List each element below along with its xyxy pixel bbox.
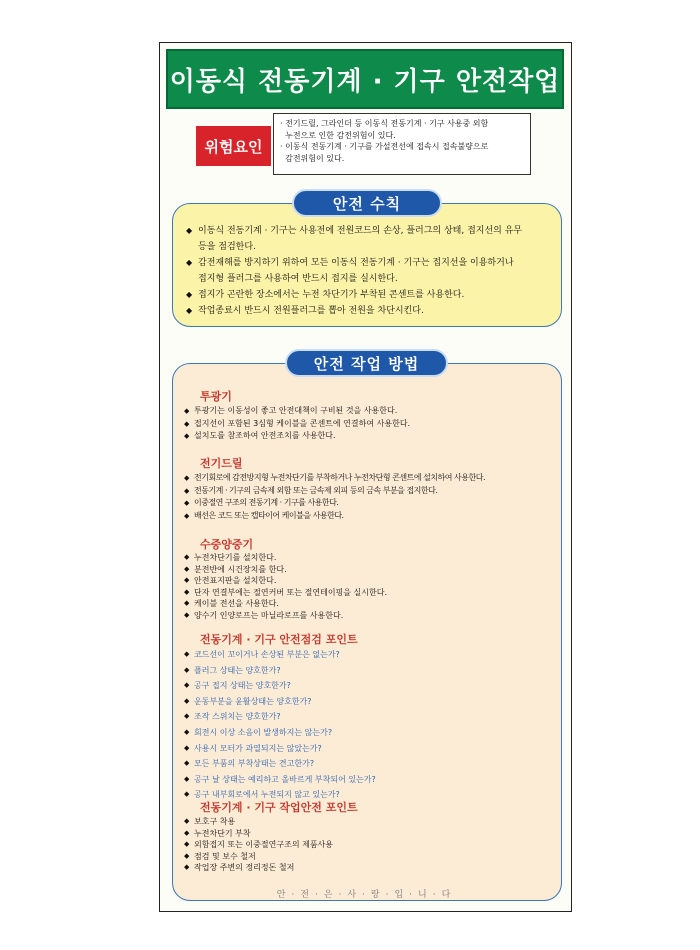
list-item: ◆ 안전표지판을 설치한다. [184, 576, 277, 585]
diamond-bullet-icon: ◆ [184, 759, 190, 768]
list-item: ◆ 케이블 전선을 사용한다. [184, 599, 279, 608]
diamond-bullet-icon: ◆ [184, 419, 190, 428]
list-item: 접지형 플러그를 사용하여 반드시 접지를 실시한다. [198, 274, 398, 284]
inspection-checklist [184, 647, 556, 803]
diamond-bullet-icon: ◆ [184, 486, 189, 495]
list-item: ◆ 전동기계 · 기구의 금속제 외함 또는 금속제 외피 등의 금속 부분을 접지한다. [184, 485, 564, 498]
list-item: ◆ 외함접지 또는 이중절연구조의 제품사용 [184, 840, 334, 849]
list-item: ◆ 분전반에 시건장치를 한다. [184, 564, 287, 574]
drill-list [184, 472, 564, 522]
diamond-bullet-icon: ◆ [184, 587, 190, 596]
list-item: ◆ 투광기는 이동성이 좋고 안전대책이 구비된 것을 사용한다. [184, 405, 556, 418]
list-item: 등을 점검한다. [198, 242, 256, 252]
safety-rules-title: 안전 수칙 [292, 189, 442, 217]
pump-list [184, 552, 556, 621]
diamond-bullet-icon: ◆ [184, 610, 190, 619]
list-item: ◆ 접지선이 포함된 3심형 케이블을 콘센트에 연결하여 사용한다. [184, 418, 556, 431]
list-item: ◆ 단자 연결부에는 절연커버 또는 절연테이핑을 실시한다. [184, 587, 387, 597]
list-item: ◆ 조작 스위치는 양호한가? [184, 709, 556, 725]
diamond-bullet-icon: ◆ [184, 407, 190, 415]
section-heading-floodlight: 투광기 [200, 390, 232, 403]
list-item: ◆ 점검 및 보수 철저 [184, 851, 256, 861]
diamond-bullet-icon: ◆ [184, 432, 190, 440]
diamond-bullet-icon: ◆ [184, 743, 190, 752]
diamond-bullet-icon: ◆ [184, 727, 190, 736]
list-item: ◆ 회전시 이상 소음이 발생하지는 않는가? [184, 725, 556, 741]
list-item: ◆ 사용시 모터가 과열되지는 않았는가? [184, 741, 556, 757]
diamond-bullet-icon: ◆ [184, 696, 190, 705]
diamond-bullet-icon: ◆ [186, 290, 193, 299]
list-item: ◆ 이동식 전동기계 · 기구는 사용전에 전원코드의 손상, 플러그의 상태, 접지선의 유무 [186, 223, 556, 239]
hazard-line: 감전위험이 있다. [280, 153, 345, 163]
diamond-bullet-icon: ◆ [184, 840, 190, 848]
diamond-bullet-icon: ◆ [184, 564, 190, 573]
diamond-bullet-icon: ◆ [184, 474, 189, 482]
section-heading-pump: 수중양중기 [200, 538, 254, 551]
section-heading-inspection: 전동기계 · 기구 안전점검 포인트 [200, 633, 358, 646]
list-item: ◆ 누전차단기를 설치한다. [184, 553, 277, 562]
list-item: ◆ 공구 날 상태는 예리하고 올바르게 부착되어 있는가? [184, 772, 556, 788]
diamond-bullet-icon: ◆ [184, 863, 190, 871]
diamond-bullet-icon: ◆ [184, 599, 190, 607]
section-heading-drill: 전기드릴 [200, 457, 243, 470]
diamond-bullet-icon: ◆ [184, 665, 190, 674]
poster-title: 이동식 전동기계 · 기구 안전작업 [166, 49, 564, 109]
diamond-bullet-icon: ◆ [184, 681, 190, 690]
list-item: ◆ 보호구 착용 [184, 817, 236, 826]
diamond-bullet-icon: ◆ [184, 851, 190, 860]
diamond-bullet-icon: ◆ [184, 553, 190, 561]
list-item: ◆ 운동부분을 윤활상태는 양호한가? [184, 694, 556, 710]
list-item: ◆ 작업종료시 반드시 전원플러그를 뽑아 전원을 차단시킨다. [186, 303, 556, 319]
list-item: ◆ 공구 내부회로에서 누전되지 않고 있는가? [184, 787, 556, 803]
section-heading-work-safety: 전동기계 · 기구 작업안전 포인트 [200, 801, 358, 814]
list-item: ◆ 설치도를 참조하여 안전조치를 사용한다. [184, 430, 556, 443]
footer-slogan: 안·전·은·사·랑·입·니·다 [276, 890, 457, 900]
diamond-bullet-icon: ◆ [184, 511, 189, 520]
list-item: ◆ 양수기 인양로프는 마닐라로프를 사용한다. [184, 610, 344, 620]
hazard-description [273, 113, 531, 175]
diamond-bullet-icon: ◆ [184, 650, 190, 658]
diamond-bullet-icon: ◆ [184, 774, 190, 783]
list-item: ◆ 이중절연 구조의 전동기계 · 기구를 사용한다. [184, 497, 564, 510]
list-item: ◆ 작업장 주변의 정리정돈 철저 [184, 863, 295, 872]
list-item: ◆ 배선은 코드 또는 캡타이어 케이블을 사용한다. [184, 510, 564, 523]
hazard-line: · 전기드릴, 그라인더 등 이동식 전동기계 · 기구 사용중 외함 [280, 119, 489, 128]
work-safety-list [184, 816, 556, 874]
list-item: ◆ 공구 접지 상태는 양호한가? [184, 678, 556, 694]
list-item: ◆ 플러그 상태는 양호한가? [184, 663, 556, 679]
work-methods-title: 안전 작업 방법 [285, 349, 448, 377]
list-item: ◆ 감전재해를 방지하기 위하여 모든 이동식 전동기계 · 기구는 접지선을 이용하거나 [186, 255, 556, 271]
list-item: ◆ 누전차단기 부착 [184, 828, 251, 838]
diamond-bullet-icon: ◆ [186, 258, 193, 267]
diamond-bullet-icon: ◆ [186, 226, 193, 235]
list-item: ◆ 전기회로에 감전방지형 누전차단기를 부착하거나 누전차단형 콘센트에 설치하여 사용한다. [184, 472, 564, 485]
hazard-label: 위험요인 [196, 126, 271, 166]
list-item: ◆ 모든 부품의 부착상태는 견고한가? [184, 756, 556, 772]
safety-poster [159, 42, 572, 912]
diamond-bullet-icon: ◆ [184, 828, 190, 837]
diamond-bullet-icon: ◆ [184, 817, 190, 825]
safety-rules-list [186, 223, 556, 319]
diamond-bullet-icon: ◆ [184, 576, 190, 584]
floodlight-list [184, 405, 556, 443]
diamond-bullet-icon: ◆ [184, 712, 190, 721]
hazard-line: 누전으로 인한 감전위험이 있다. [280, 130, 396, 140]
diamond-bullet-icon: ◆ [186, 306, 193, 315]
hazard-line: · 이동식 전동기계 · 기구를 가설전선에 접속시 접속불량으로 [280, 142, 489, 151]
diamond-bullet-icon: ◆ [184, 790, 190, 799]
list-item: ◆ 접지가 곤란한 장소에서는 누전 차단기가 부착된 콘센트를 사용한다. [186, 287, 556, 303]
diamond-bullet-icon: ◆ [184, 499, 189, 507]
list-item: ◆ 코드선이 꼬이거나 손상된 부분은 없는가? [184, 647, 556, 663]
